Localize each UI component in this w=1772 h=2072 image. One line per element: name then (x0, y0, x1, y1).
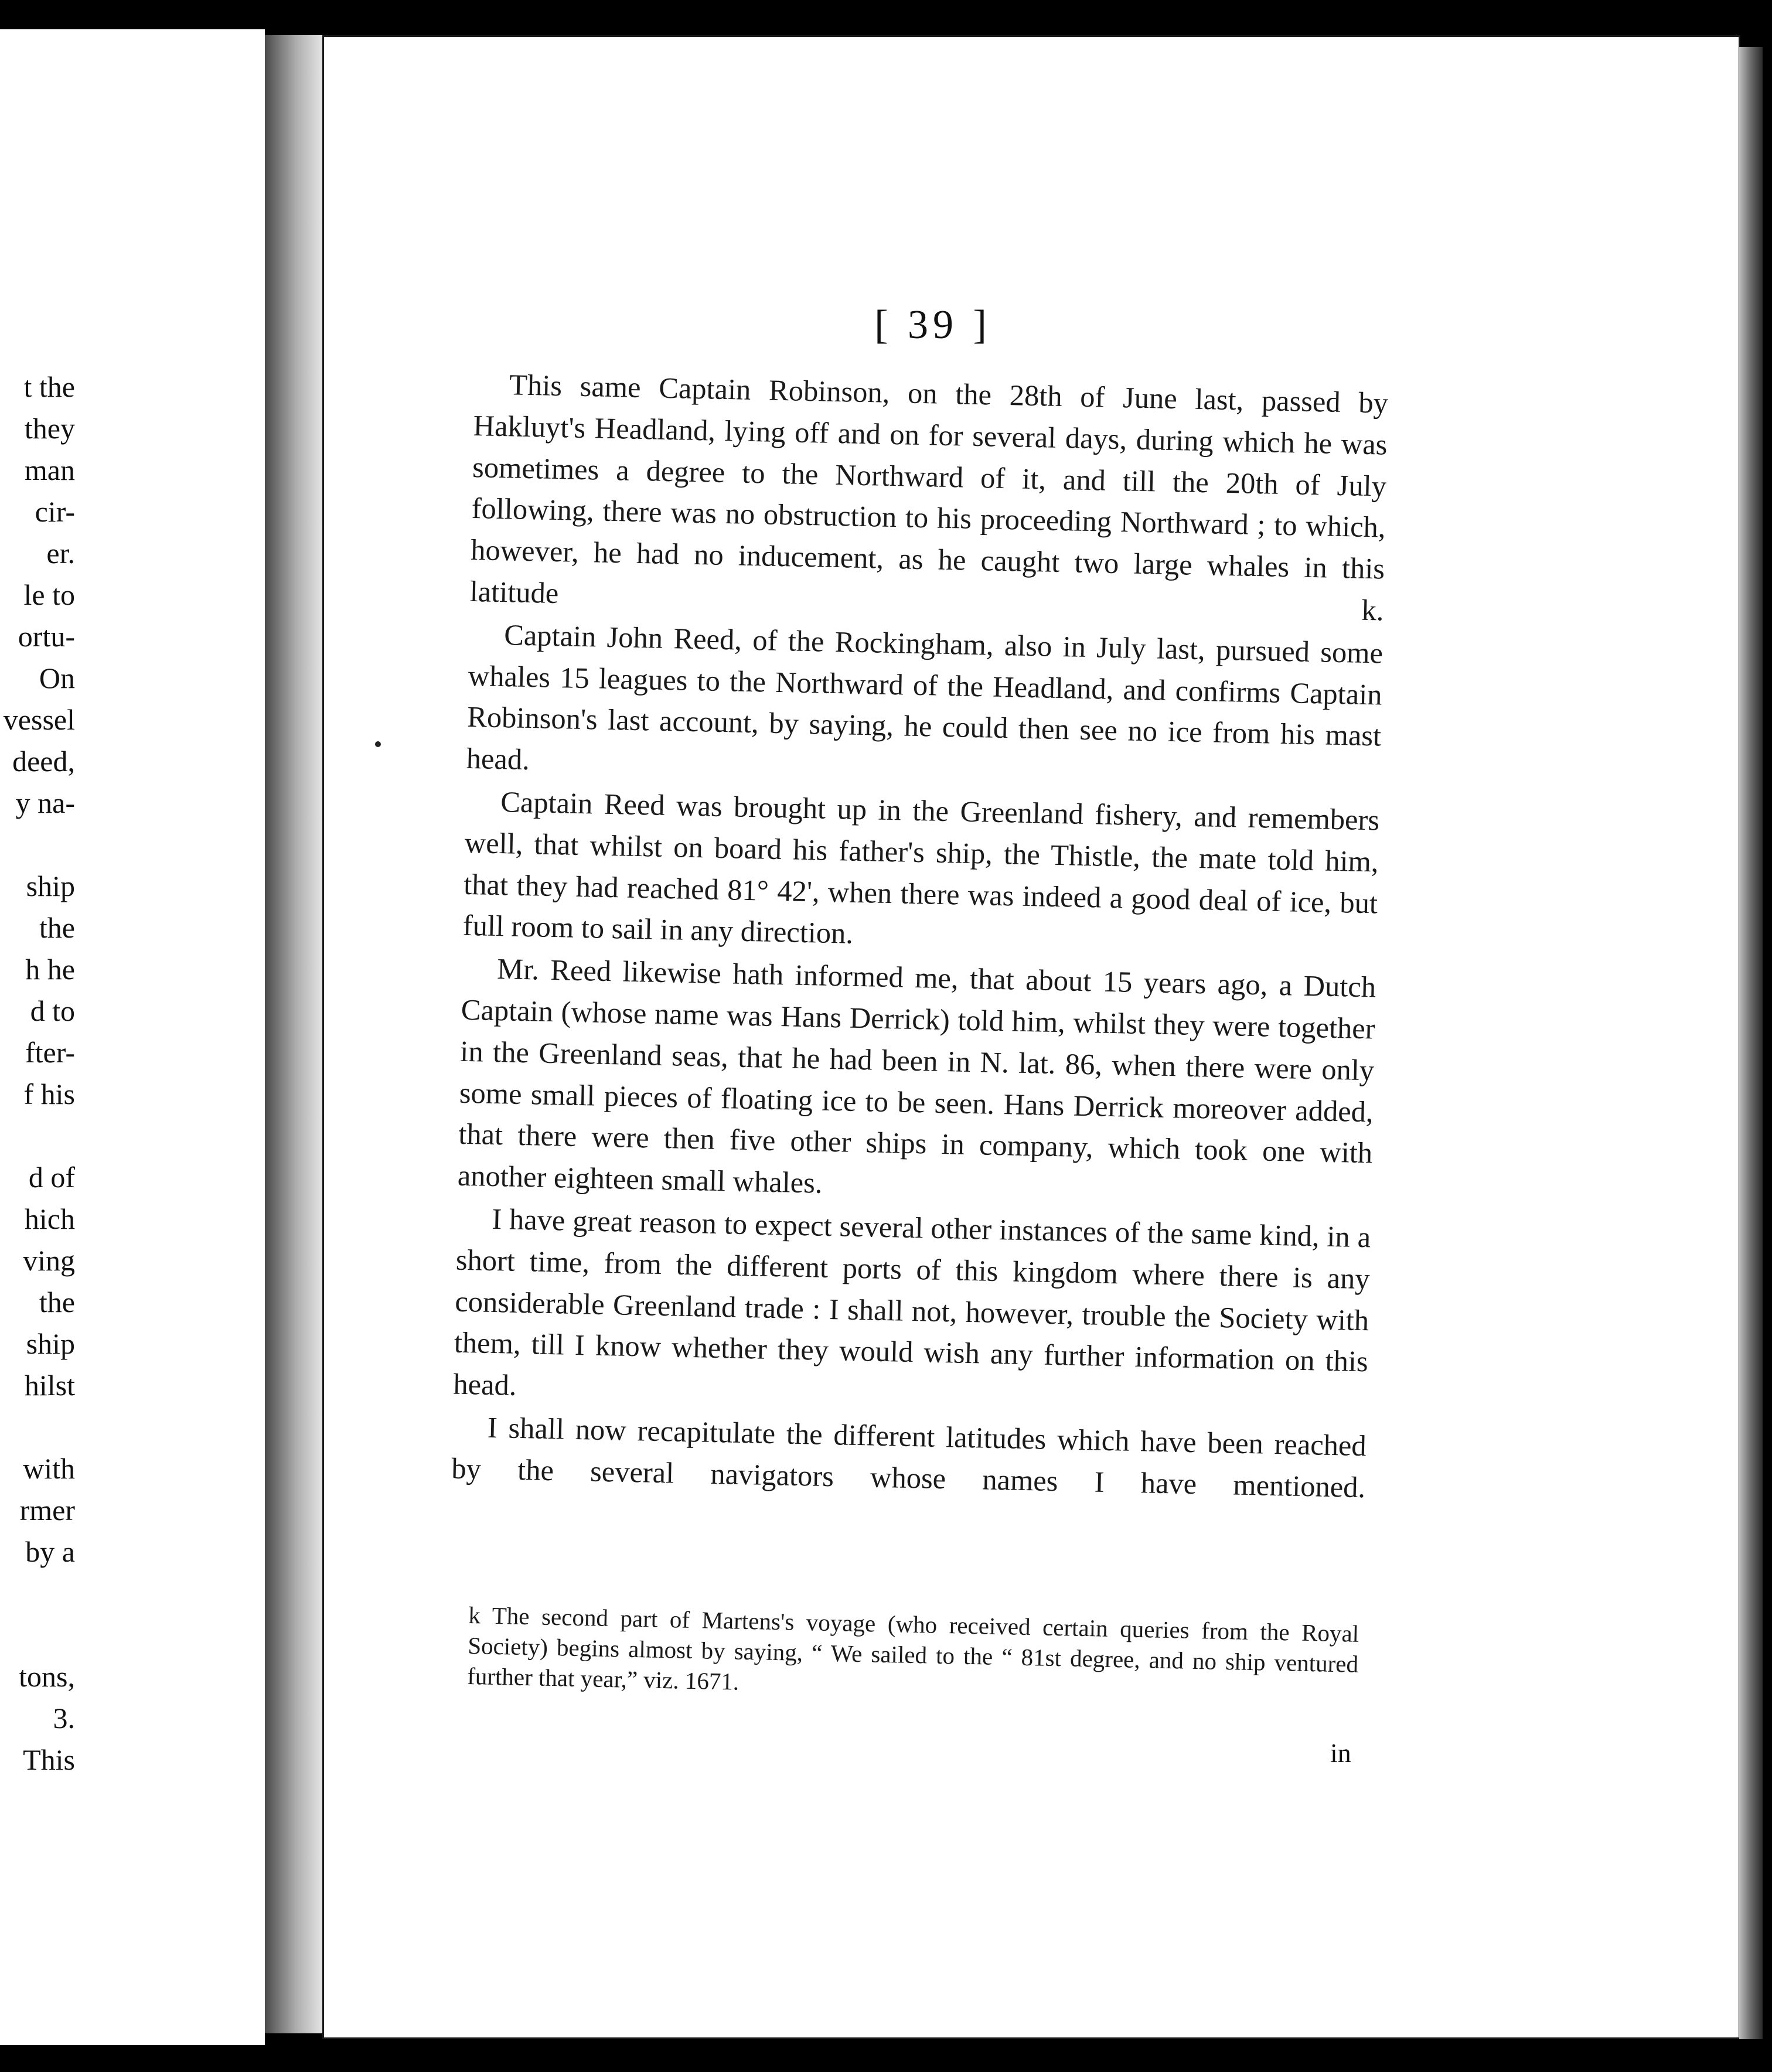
facing-page-fragment: ortu- (18, 620, 75, 653)
facing-page-text-fragments (0, 29, 75, 2045)
facing-page-fragment: ship (26, 1327, 75, 1360)
page-number: [ 39 ] (874, 302, 991, 347)
facing-page-fragment: ving (23, 1244, 75, 1277)
paragraph-3 (462, 781, 1380, 966)
facing-page-fragment: On (39, 662, 75, 694)
facing-page (0, 29, 265, 2045)
facing-page-fragment: d to (30, 994, 75, 1027)
facing-page-fragment: with (23, 1452, 75, 1485)
facing-page-fragment: tons, (19, 1660, 75, 1693)
facing-page-fragment: vessel (3, 703, 75, 736)
facing-page-fragment: f his (23, 1078, 75, 1110)
facing-page-fragment: This (23, 1743, 75, 1776)
facing-page-fragment: cir- (35, 495, 75, 528)
paragraph-1 (469, 363, 1389, 631)
facing-page-fragment: deed, (12, 745, 75, 778)
facing-page-fragment: they (24, 412, 75, 445)
catchword: in (1330, 1738, 1351, 1768)
facing-page-fragment: the (39, 1286, 75, 1318)
facing-page-fragment: le to (23, 578, 75, 611)
paragraph-4 (457, 948, 1376, 1215)
page-edge-shadow (1739, 47, 1763, 2039)
ink-speck-mark (375, 741, 381, 747)
facing-page-fragment: er. (46, 537, 75, 570)
facing-page-fragment: hilst (24, 1369, 75, 1402)
paragraph-3-text: Captain Reed was brought up in the Greenland fishery, and remembers well, that whilst on board his father's ship, the Thistle, the mate told him, that they had reached 81° 42', when there was indeed a good deal of ice, but full room to sail in any direction. (462, 785, 1380, 950)
facing-page-fragment: hich (24, 1202, 75, 1235)
facing-page-fragment: the (39, 911, 75, 944)
paragraph-5 (453, 1198, 1371, 1424)
facing-page-fragment: rmer (19, 1494, 75, 1526)
facing-page-fragment: by a (25, 1535, 75, 1568)
facing-page-fragment: man (24, 454, 75, 486)
facing-page-fragment: fter- (25, 1036, 75, 1069)
paragraph-1-text: This same Captain Robinson, on the 28th of June last, passed by Hakluyt's Headland, lying off and on for several days, during which he was sometimes a degree to the Northward of it, and till the 20th of July following, there was no obstruction to his proceeding Northward ; to which, however, he had no inducement, as he caught two large whales in this latitude k. (469, 368, 1389, 627)
facing-page-fragment: h he (25, 953, 75, 986)
paragraph-4-text: Mr. Reed likewise hath informed me, that about 15 years ago, a Dutch Captain (whose name was Hans Derrick) told him, whilst they were together in the Greenland seas, that he had been in N. lat. 86, when there were only some small pieces of floating ice to be seen. Hans Derrick moreover added, that there were then five other ships in company, which took one with another eighteen small whales. (457, 952, 1376, 1199)
paragraph-6-text: I shall now recapitulate the different latitudes which have been reached by the several navigators whose names I have mentioned. (451, 1410, 1367, 1504)
facing-page-fragment: t the (23, 370, 75, 403)
paragraph-2 (466, 614, 1383, 799)
paragraph-5-text: I have great reason to expect several other instances of the same kind, in a short time, from the different ports of this kingdom where there is any considerable Greenland trade : I shall not, however, trouble the Society with them, till I know whether they would wish any further information on this head. (452, 1202, 1371, 1402)
footnote: k The second part of Martens's voyage (who received certain queries from the Royal Society) begins almost by saying, “ We sailed to the “ 81st degree, and no ship ventured further that year,” viz. 1671. (466, 1601, 1359, 1695)
book-gutter-shadow (265, 35, 323, 2033)
paragraph-6 (451, 1406, 1367, 1508)
facing-page-fragment: y na- (15, 786, 75, 819)
paragraph-2-text: Captain John Reed, of the Rockingham, also in July last, pursued some whales 15 leagues to the Northward of the Headland, and confirms Captain Robinson's last account, by saying, he could then see no ice from his mast head. (466, 618, 1383, 776)
facing-page-fragment: ship (26, 870, 75, 902)
facing-page-fragment: d of (28, 1161, 75, 1194)
facing-page-fragment: 3. (53, 1702, 75, 1734)
body-text (449, 363, 1389, 1589)
